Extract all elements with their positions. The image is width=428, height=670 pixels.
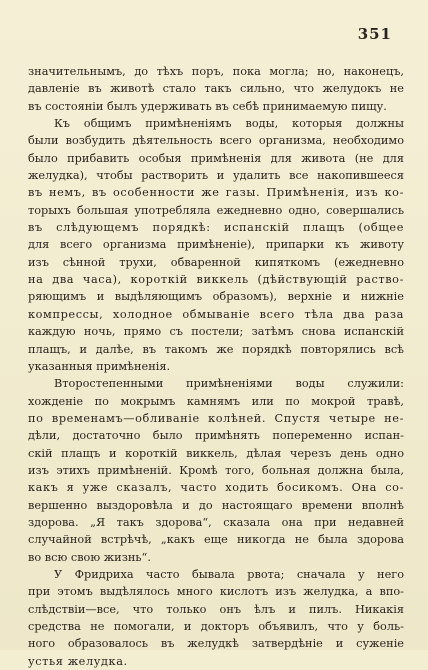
text-line: желудка), чтобы растворить и удалить все накопившееся <box>28 169 404 183</box>
text-line: Къ общимъ примѣненіямъ воды, которыя должны <box>54 117 404 131</box>
text-line: средства не помогали, и докторъ объявилъ, что у боль- <box>28 620 404 633</box>
text-line: изъ сѣнной трухи, обваренной кипяткомъ (ежедневно <box>28 255 404 269</box>
text-line: слѣдствіи—все, что только онъ ѣлъ и пилъ. Никакія <box>28 602 404 616</box>
text-line: въ слѣдующемъ порядкѣ: испанскій плащъ (общее <box>28 221 404 235</box>
text-line: во всю свою жизнь“. <box>28 550 151 564</box>
text-line: торыхъ большая употреблялa ежедневно одно, совершались <box>28 203 404 217</box>
text-line: по временамъ—обливаніе колѣней. Спустя четыре не- <box>28 411 404 425</box>
text-line: какъ я уже сказалъ, часто ходить босикомъ. Она со- <box>28 481 404 495</box>
text-line: ного образовалось въ желудкѣ затвердѣніе и суженіе <box>28 637 404 651</box>
text-line: устья желудка. <box>28 654 128 668</box>
text-line: ряющимъ и выдѣляющимъ образомъ), верхніе и нижніе <box>28 290 404 304</box>
page-number: 351 <box>357 25 392 43</box>
text-line: Второстепенными примѣненіями воды служили: <box>54 377 404 391</box>
text-line: давленіе въ животѣ стало такъ сильно, что желудокъ не <box>28 82 404 96</box>
text-line: при этомъ выдѣлялось много кислотъ изъ желудка, а впо- <box>28 585 404 599</box>
text-line: плащъ, и далѣе, въ такомъ же порядкѣ повторялись всѣ <box>28 342 404 356</box>
text-line: компрессы, холодное обмываніе всего тѣла два раза <box>28 307 404 321</box>
text-line: каждую ночь, прямо съ постели; затѣмъ снова испанскій <box>28 325 404 339</box>
text-line: вершенно выздоровѣла и до настоящаго времени вполнѣ <box>28 498 404 512</box>
text-line: были возбудить дѣятельность всего организма, необходимо <box>28 134 404 148</box>
text-line: случайной встрѣчѣ, „какъ еще никогда не была здорова <box>28 533 404 547</box>
text-line: изъ этихъ примѣненій. Кромѣ того, больная должна была, <box>28 463 404 477</box>
text-line: хожденіе по мокрымъ камнямъ или по мокрой травѣ, <box>28 394 404 408</box>
text-line: для всего организма примѣненіе), припарки къ животу <box>28 238 404 252</box>
body-text <box>28 63 404 670</box>
text-line: дѣли, достаточно было примѣнять попеременно испан- <box>28 429 404 443</box>
text-line: въ немъ, въ особенности же газы. Примѣненія, изъ ко- <box>28 186 404 200</box>
text-line: здорова. „Я такъ здорова“, сказала она при недавней <box>28 515 404 529</box>
text-line: на два часа), короткій виккель (дѣйствующій раство- <box>28 273 404 287</box>
text-line: въ состояніи былъ удерживать въ себѣ принимаемую пищу. <box>28 99 387 113</box>
text-line: значительнымъ, до тѣхъ поръ, пока могла; но, наконецъ, <box>28 65 404 78</box>
text-line: указанныя примѣненія. <box>28 359 171 373</box>
text-line: скій плащъ и короткій виккель, дѣлая черезъ день одно <box>28 446 404 460</box>
text-line: было прибавить особыя примѣненія для живота (не для <box>28 151 404 165</box>
text-line: У Фридриха часто бывала рвота; сначала у него <box>54 567 404 581</box>
